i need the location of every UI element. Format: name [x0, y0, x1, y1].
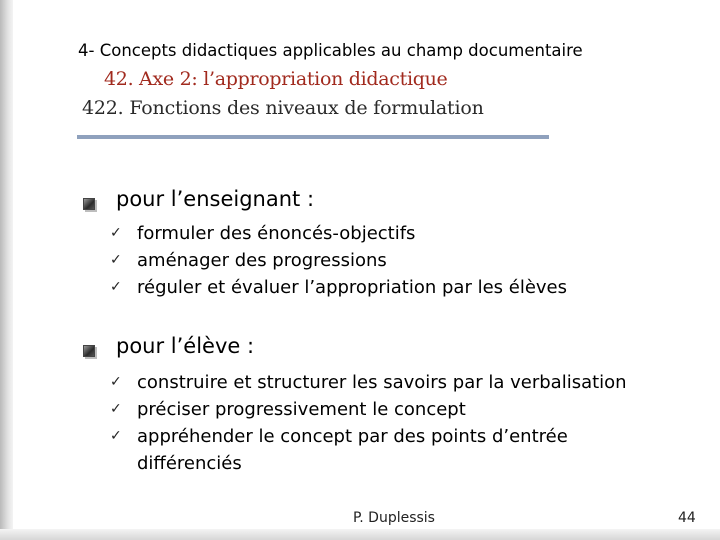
student-list	[110, 369, 627, 477]
square-bullet-icon	[83, 345, 95, 357]
list-item: ✓ construire et structurer les savoirs par la verbalisation	[110, 369, 627, 396]
square-bullet-icon	[83, 198, 95, 210]
axis-title: 42. Axe 2: l’appropriation didactique	[104, 68, 448, 90]
list-item: ✓ préciser progressivement le concept	[110, 396, 627, 423]
list-item: ✓ réguler et évaluer l’appropriation par les élèves	[110, 274, 567, 301]
slide-bottom-frame	[0, 529, 720, 540]
list-item: ✓ aménager des progressions	[110, 247, 567, 274]
page-number: 44	[678, 510, 696, 526]
section-title-student: pour l’élève :	[116, 334, 255, 358]
section-title-teacher: pour l’enseignant :	[116, 187, 315, 211]
teacher-list	[110, 220, 567, 301]
title-underline-rule	[77, 135, 549, 139]
course-heading: 4- Concepts didactiques applicables au champ documentaire	[78, 41, 583, 60]
checkmark-icon: ✓	[110, 279, 122, 295]
list-item: ✓ appréhender le concept par des points d’entrée différenciés	[110, 423, 607, 477]
checkmark-icon: ✓	[110, 428, 122, 444]
checkmark-icon: ✓	[110, 225, 122, 241]
slide-left-frame	[0, 0, 13, 540]
checkmark-icon: ✓	[110, 252, 122, 268]
checkmark-icon: ✓	[110, 401, 122, 417]
slide-subtitle: 422. Fonctions des niveaux de formulation	[82, 97, 484, 119]
list-item: ✓ formuler des énoncés-objectifs	[110, 220, 567, 247]
footer-author: P. Duplessis	[353, 510, 435, 526]
checkmark-icon: ✓	[110, 374, 122, 390]
